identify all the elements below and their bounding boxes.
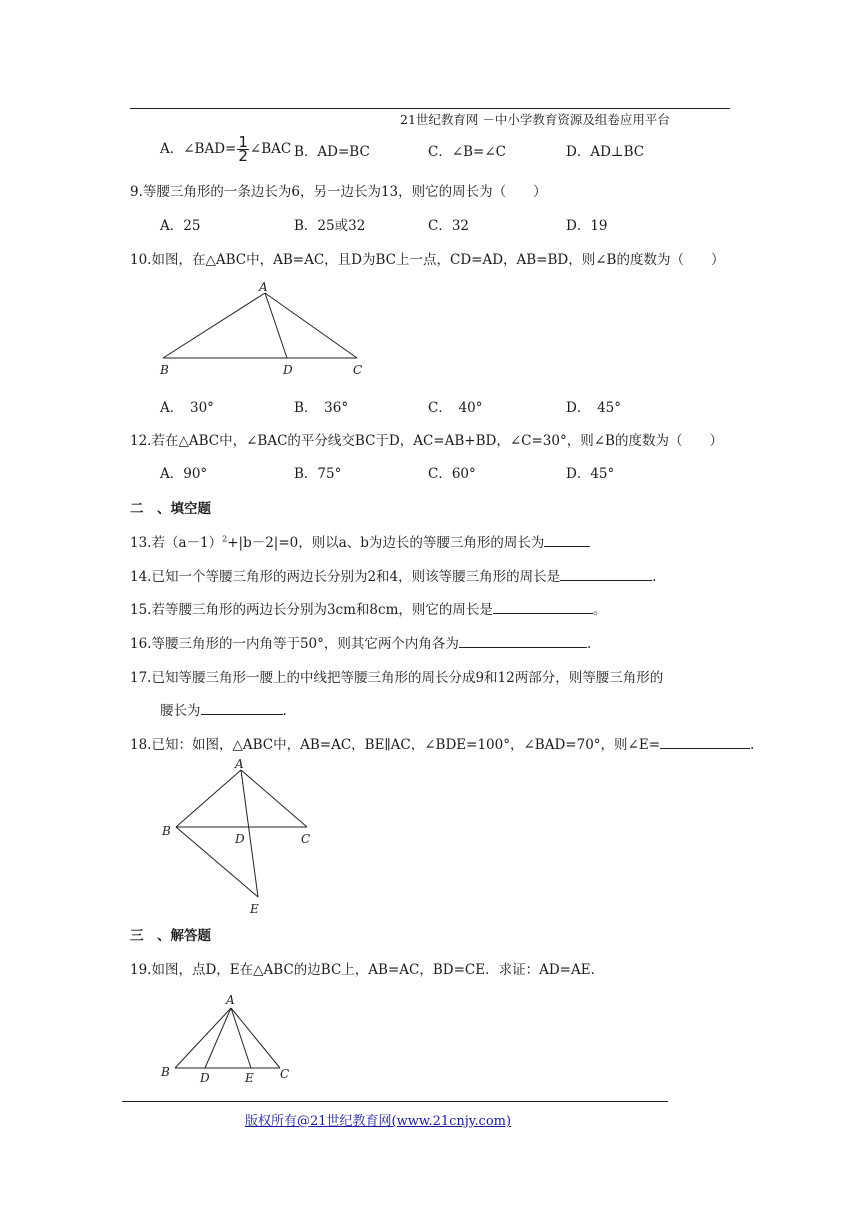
- q19-segment-ad: [205, 1008, 231, 1068]
- q17-line2-text: 腰长为: [160, 703, 201, 719]
- q19-label-e: E: [245, 1071, 254, 1085]
- q16-end: .: [586, 636, 592, 652]
- q10-option-b: B． 36°: [294, 400, 349, 416]
- q19-label-c: C: [280, 1067, 290, 1081]
- q12-question: 12.若在△ABC中，∠BAC的平分线交BC于D，AC=AB+BD，∠C=30°，则∠B的度数为（ ）: [130, 433, 723, 449]
- q18-segment-be: [176, 827, 258, 897]
- q19-question: 19.如图，点D，E在△ABC的边BC上，AB=AC，BD=CE．求证：AD=AE．: [130, 962, 605, 978]
- q19-side-ab: [175, 1008, 231, 1068]
- q14-answer-blank[interactable]: [560, 568, 652, 581]
- q10-side-ab: [163, 293, 265, 358]
- q19-side-ac: [231, 1008, 280, 1068]
- q8-option-a: [160, 133, 292, 165]
- q18-question: [130, 733, 754, 753]
- q10-side-ac: [265, 293, 357, 358]
- q10-triangle-figure: [155, 278, 375, 378]
- q10-label-a: A: [259, 280, 268, 294]
- q19-label-d: D: [200, 1071, 210, 1085]
- q16-answer-blank[interactable]: [459, 635, 587, 648]
- q13-prefix: 13.若（a－1）: [130, 535, 223, 551]
- q10-label-d: D: [283, 363, 293, 377]
- q10-label-c: C: [353, 363, 363, 377]
- q14-text: 14.已知一个等腰三角形的两边长分别为2和4，则该等腰三角形的周长是: [130, 569, 561, 585]
- q9-option-a: A．25: [160, 218, 201, 234]
- footer-copyright-link[interactable]: 版权所有@21世纪教育网(www.21cnjy.com): [245, 1114, 512, 1129]
- q15-end: 。: [592, 602, 607, 618]
- q9-question: 9.等腰三角形的一条边长为6，另一边长为13，则它的周长为（ ）: [130, 184, 547, 200]
- q8-option-c: C．∠B=∠C: [428, 144, 507, 160]
- q9-option-c: C．32: [428, 218, 470, 234]
- q16-text: 16.等腰三角形的一内角等于50°，则其它两个内角各为: [130, 636, 459, 652]
- q18-text: 18.已知：如图，△ABC中，AB=AC，BE∥AC，∠BDE=100°，∠BAD=70°，则∠E=: [130, 737, 661, 753]
- q17-answer-blank[interactable]: [201, 702, 283, 715]
- q19-segment-ae: [231, 1008, 251, 1068]
- q13-answer-blank[interactable]: [544, 534, 590, 547]
- q19-triangle-figure: [155, 990, 300, 1085]
- fraction-denominator: 2: [238, 147, 248, 165]
- q14-question: [130, 565, 656, 585]
- q16-question: [130, 632, 591, 652]
- q8-option-a-prefix: A．∠BAD=: [160, 141, 237, 157]
- q18-side-ac: [241, 770, 307, 827]
- q10-question: 10.如图，在△ABC中，AB=AC，且D为BC上一点，CD=AD，AB=BD，则∠B的度数为（ ）: [130, 252, 725, 268]
- q13-question: [130, 531, 590, 551]
- q13-suffix: +|b－2|=0，则以a、b为边长的等腰三角形的周长为: [227, 535, 545, 551]
- q9-option-b: B．25或32: [294, 218, 366, 234]
- q8-option-d: D．AD⊥BC: [566, 144, 645, 160]
- q10-option-d: D． 45°: [566, 400, 622, 416]
- q12-option-d: D．45°: [566, 466, 615, 482]
- q10-option-c: C． 40°: [428, 400, 483, 416]
- q18-answer-blank[interactable]: [660, 736, 750, 749]
- q17-question-line2: [160, 699, 287, 719]
- q18-label-d: D: [235, 832, 245, 846]
- q18-label-c: C: [301, 832, 311, 846]
- header-rule: [130, 108, 730, 109]
- q18-triangle-figure: [155, 755, 325, 920]
- q10-segment-ad: [265, 293, 287, 358]
- q19-label-b: B: [161, 1065, 170, 1079]
- q9-option-d: D．19: [566, 218, 608, 234]
- footer-rule: [122, 1101, 668, 1102]
- q12-option-a: A．90°: [160, 466, 208, 482]
- fraction-numerator: 1: [238, 133, 248, 151]
- q15-question: [130, 598, 606, 618]
- q8-option-b: B．AD=BC: [294, 144, 370, 160]
- q17-question-line1: 17.已知等腰三角形一腰上的中线把等腰三角形的周长分成9和12两部分，则等腰三角形的: [130, 670, 664, 686]
- q18-label-e: E: [250, 902, 259, 916]
- q17-end: .: [282, 703, 287, 719]
- q12-option-c: C．60°: [428, 466, 476, 482]
- q15-answer-blank[interactable]: [493, 601, 593, 614]
- q10-label-b: B: [160, 363, 169, 377]
- q12-option-b: B．75°: [294, 466, 342, 482]
- q13-exponent: 2: [222, 534, 228, 544]
- q18-label-a: A: [235, 757, 244, 771]
- q18-label-b: B: [162, 824, 171, 838]
- q19-label-a: A: [226, 993, 235, 1007]
- section-answer-title: 三 、解答题: [130, 928, 211, 944]
- q8-fraction: [237, 133, 249, 165]
- q14-end: .: [652, 569, 657, 585]
- q10-option-a: A． 30°: [160, 400, 214, 416]
- header-text: 21世纪教育网 －中小学教育资源及组卷应用平台: [400, 112, 670, 127]
- q15-text: 15.若等腰三角形的两边长分别为3cm和8cm，则它的周长是: [130, 602, 493, 618]
- section-fill-in-title: 二 、填空题: [130, 501, 211, 517]
- q18-end: .: [750, 737, 755, 753]
- q8-option-a-suffix: ∠BAC: [249, 141, 292, 157]
- q18-side-ab: [176, 770, 241, 827]
